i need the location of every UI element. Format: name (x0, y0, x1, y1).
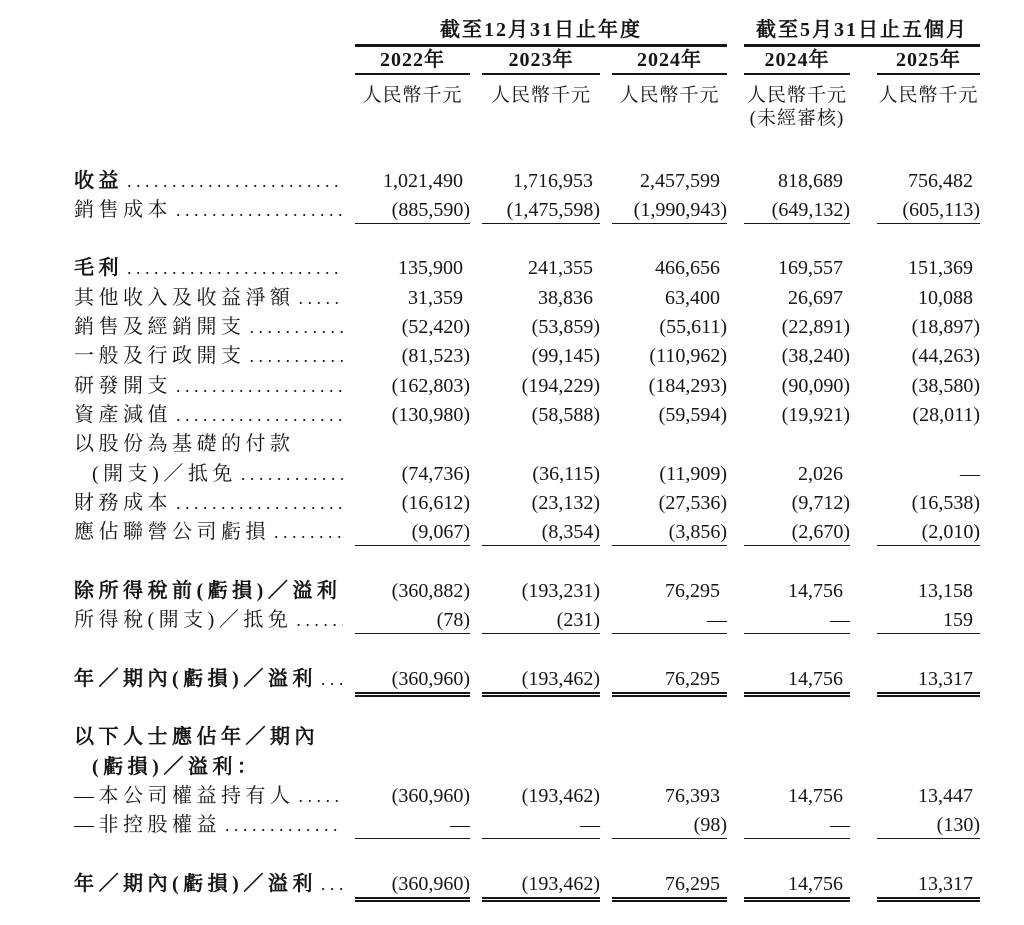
value-cell (850, 784, 980, 813)
value-text: 14,756 (788, 785, 843, 808)
value-text: (130) (936, 814, 980, 837)
value-text: (9,067) (411, 521, 470, 544)
value-cell (355, 462, 470, 491)
value-cell (727, 667, 850, 696)
value-text: (1,990,943) (633, 198, 727, 221)
unit-header-row (74, 85, 1024, 106)
table-row (74, 579, 1024, 608)
value-text: 241,355 (528, 257, 593, 280)
value-cell (600, 667, 727, 696)
value-cell (355, 872, 470, 901)
row-label-text: 除所得稅前(虧損)／溢利 (74, 579, 342, 602)
table-row (74, 374, 1024, 403)
value-cell (850, 374, 980, 403)
value-text: 151,369 (908, 257, 973, 280)
row-label-text: 銷售及經銷開支 (74, 316, 246, 339)
dot-leader (176, 491, 343, 520)
table-row (74, 169, 1024, 198)
value-text: (605,113) (902, 198, 980, 221)
value-text: 76,295 (665, 873, 720, 895)
value-cell (850, 198, 980, 227)
value-text: 14,756 (788, 667, 843, 690)
spacer-row (74, 696, 1024, 725)
value-cell (600, 315, 727, 344)
financial-table (74, 169, 1024, 902)
dot-leader (250, 344, 344, 373)
value-text: (99,145) (531, 345, 600, 368)
value-text: 13,158 (918, 579, 973, 602)
value-text: (130,980) (391, 404, 470, 426)
value-cell (727, 286, 850, 315)
value-cell (600, 813, 727, 842)
value-cell (355, 286, 470, 315)
value-text: 1,021,490 (383, 169, 463, 192)
value-text: 1,716,953 (513, 169, 593, 192)
value-text: (19,921) (781, 404, 850, 426)
value-cell (355, 813, 470, 842)
value-text: 76,295 (665, 579, 720, 602)
value-cell (470, 872, 600, 901)
annual-period-group (355, 18, 727, 44)
value-cell (600, 784, 727, 813)
row-label-text: —本公司權益持有人 (74, 785, 295, 808)
value-text: (44,263) (911, 345, 980, 368)
row-label (74, 286, 355, 315)
dot-leader (176, 403, 343, 432)
dot-leader (176, 374, 343, 403)
value-text: — (707, 609, 727, 632)
value-text: (193,462) (521, 873, 600, 895)
row-label-text: 其他收入及收益淨額 (74, 286, 295, 309)
value-text: (36,115) (532, 462, 600, 485)
value-text: (193,462) (521, 667, 600, 690)
value-cell (355, 579, 470, 608)
value-text: (23,132) (531, 491, 600, 514)
row-label (74, 374, 355, 403)
column-header-2024: 2024年 (600, 49, 727, 76)
value-cell (355, 374, 470, 403)
row-label-text: 收益 (74, 169, 123, 192)
annual-period-title: 截至12月31日止年度 (355, 18, 727, 47)
row-label-text: (開支)／抵免 (92, 462, 237, 485)
dot-leader (274, 520, 343, 549)
value-cell (470, 491, 600, 520)
value-text: 2,457,599 (640, 169, 720, 192)
value-text: 31,359 (408, 286, 463, 309)
value-cell (355, 667, 470, 696)
row-label-text: 以股份為基礎的付款 (74, 433, 295, 456)
value-text: (360,960) (391, 667, 470, 690)
table-row (74, 403, 1024, 432)
table-row (74, 432, 1024, 461)
value-cell (600, 344, 727, 373)
value-text: 466,656 (655, 257, 720, 280)
value-text: — (450, 814, 470, 837)
table-row (74, 813, 1024, 842)
value-cell (600, 462, 727, 491)
row-label (74, 169, 355, 198)
value-cell (355, 256, 470, 285)
value-cell (600, 520, 727, 549)
dot-leader (241, 462, 343, 491)
value-text: (162,803) (391, 374, 470, 397)
value-cell (850, 872, 980, 901)
dot-leader (250, 315, 344, 344)
dot-leader (321, 872, 343, 901)
value-text: (2,670) (791, 521, 850, 544)
value-cell (727, 256, 850, 285)
value-cell (470, 462, 600, 491)
unit-label: 人民幣千元 (619, 84, 720, 106)
value-cell (600, 403, 727, 432)
value-text: 76,393 (665, 785, 720, 808)
value-cell (727, 315, 850, 344)
value-text: (74,736) (401, 462, 470, 485)
value-cell (727, 784, 850, 813)
value-text: (55,611) (659, 316, 727, 339)
value-text: 135,900 (398, 257, 463, 280)
value-text: (78) (436, 609, 470, 632)
value-text: (360,960) (391, 785, 470, 808)
value-cell (727, 491, 850, 520)
value-cell (727, 462, 850, 491)
spacer-row (74, 227, 1024, 256)
dot-leader (225, 813, 343, 842)
row-label-text: 所得稅(開支)／抵免 (74, 609, 293, 632)
row-label (74, 432, 355, 461)
value-text: 14,756 (788, 873, 843, 895)
value-cell (727, 608, 850, 637)
row-label-text: 財務成本 (74, 491, 172, 514)
value-text: (194,229) (521, 374, 600, 397)
dot-leader (127, 256, 343, 285)
value-text: (11,909) (659, 462, 727, 485)
value-cell (470, 784, 600, 813)
value-text: — (580, 814, 600, 837)
value-cell (850, 286, 980, 315)
value-cell (850, 813, 980, 842)
value-text: (27,536) (658, 491, 727, 514)
value-cell (470, 608, 600, 637)
value-cell (470, 344, 600, 373)
value-text: 13,447 (918, 785, 973, 808)
value-text: 10,088 (918, 286, 973, 309)
value-text: 2,026 (798, 462, 843, 485)
value-cell (470, 374, 600, 403)
financial-statement-page (0, 18, 1024, 925)
value-text: (649,132) (771, 198, 850, 221)
value-cell (727, 872, 850, 901)
value-text: — (830, 609, 850, 632)
dot-leader (299, 286, 344, 315)
dot-leader (176, 198, 343, 227)
row-label-text: 年／期內(虧損)／溢利 (74, 667, 317, 690)
value-text: 756,482 (908, 169, 973, 192)
value-text: (1,475,598) (506, 198, 600, 221)
value-cell (727, 403, 850, 432)
value-text: 38,836 (538, 286, 593, 309)
value-cell (727, 198, 850, 227)
value-text: (22,891) (781, 316, 850, 339)
value-text: (38,580) (911, 374, 980, 397)
table-row (74, 491, 1024, 520)
value-cell (470, 256, 600, 285)
row-label (74, 725, 355, 754)
value-cell (470, 520, 600, 549)
value-text: (193,462) (521, 785, 600, 808)
row-label-text: 應佔聯營公司虧損 (74, 521, 270, 544)
value-text: 13,317 (918, 873, 973, 895)
value-text: 76,295 (665, 667, 720, 690)
value-text: — (960, 462, 980, 485)
value-text: (16,538) (911, 491, 980, 514)
value-text: 26,697 (788, 286, 843, 309)
value-cell (727, 169, 850, 198)
spacer-row (74, 843, 1024, 872)
table-row (74, 198, 1024, 227)
row-label (74, 315, 355, 344)
value-cell (600, 579, 727, 608)
value-text: — (830, 814, 850, 837)
value-cell (470, 813, 600, 842)
header-label-spacer (74, 18, 355, 44)
value-cell (850, 169, 980, 198)
interim-period-group (727, 18, 980, 44)
value-text: (98) (693, 814, 727, 837)
value-cell (600, 374, 727, 403)
value-text: (16,612) (401, 491, 470, 514)
value-cell (850, 579, 980, 608)
unit-label: 人民幣千元 (878, 84, 979, 106)
unit-label: 人民幣千元 (746, 84, 847, 106)
value-cell (355, 315, 470, 344)
value-text: (3,856) (668, 521, 727, 544)
interim-period-title: 截至5月31日止五個月 (744, 18, 980, 47)
value-cell (355, 608, 470, 637)
value-cell (470, 579, 600, 608)
value-text: (18,897) (911, 316, 980, 339)
value-cell (600, 198, 727, 227)
value-text: 14,756 (788, 579, 843, 602)
row-label (74, 344, 355, 373)
value-text: (110,962) (649, 345, 727, 368)
row-label (74, 755, 355, 784)
row-label (74, 784, 355, 813)
header-label-spacer (74, 49, 355, 76)
spacer-row (74, 638, 1024, 667)
period-group-header-row (74, 18, 1024, 44)
value-cell (355, 198, 470, 227)
value-text: 13,317 (918, 667, 973, 690)
value-cell (727, 374, 850, 403)
value-cell (355, 169, 470, 198)
value-cell (470, 286, 600, 315)
value-cell (355, 520, 470, 549)
value-cell (727, 344, 850, 373)
column-header-2023: 2023年 (470, 49, 600, 76)
table-row (74, 667, 1024, 696)
unit-label: 人民幣千元 (362, 84, 463, 106)
row-label (74, 667, 355, 696)
header-label-spacer (74, 85, 355, 106)
dot-leader (299, 784, 344, 813)
column-header-2025-interim: 2025年 (850, 49, 980, 76)
value-cell (727, 813, 850, 842)
row-label (74, 198, 355, 227)
value-cell (600, 169, 727, 198)
dot-leader (296, 608, 343, 637)
value-text: (360,960) (391, 873, 470, 895)
value-text: (193,231) (521, 579, 600, 602)
value-cell (600, 256, 727, 285)
value-text: (90,090) (781, 374, 850, 397)
value-cell (470, 198, 600, 227)
value-cell (355, 403, 470, 432)
row-label-text: 毛利 (74, 257, 123, 280)
row-label-text: 以下人士應佔年／期內 (74, 726, 319, 749)
value-text: (9,712) (791, 491, 850, 514)
table-row (74, 872, 1024, 901)
value-text: 63,400 (665, 286, 720, 309)
unit-label: 人民幣千元 (490, 84, 591, 106)
dot-leader (321, 667, 343, 696)
row-label (74, 403, 355, 432)
row-label-text: —非控股權益 (74, 814, 221, 837)
value-text: (59,594) (658, 404, 727, 426)
row-label (74, 872, 355, 901)
table-row (74, 520, 1024, 549)
table-row (74, 344, 1024, 373)
row-label (74, 813, 355, 842)
row-label (74, 520, 355, 549)
value-text: 159 (943, 609, 973, 632)
row-label-text: 一般及行政開支 (74, 345, 246, 368)
value-text: (885,590) (391, 198, 470, 221)
table-row (74, 755, 1024, 784)
value-cell (850, 462, 980, 491)
value-text: (8,354) (541, 521, 600, 544)
row-label (74, 491, 355, 520)
row-label-text: (虧損)／溢利： (92, 755, 262, 778)
value-cell (850, 491, 980, 520)
value-cell (727, 520, 850, 549)
column-header-2024-interim: 2024年 (727, 49, 850, 76)
value-cell (600, 286, 727, 315)
value-cell (470, 403, 600, 432)
value-cell (470, 667, 600, 696)
value-text: (53,859) (531, 316, 600, 339)
value-text: (38,240) (781, 345, 850, 368)
table-row (74, 286, 1024, 315)
spacer-row (74, 550, 1024, 579)
value-cell (850, 520, 980, 549)
table-row (74, 608, 1024, 637)
value-cell (850, 667, 980, 696)
value-text: (2,010) (921, 521, 980, 544)
table-row (74, 256, 1024, 285)
value-text: (184,293) (648, 374, 727, 397)
table-row (74, 725, 1024, 754)
table-row (74, 784, 1024, 813)
value-cell (470, 315, 600, 344)
value-cell (355, 491, 470, 520)
value-cell (600, 872, 727, 901)
value-cell (850, 608, 980, 637)
value-text: (52,420) (401, 316, 470, 339)
value-cell (850, 403, 980, 432)
value-text: (231) (556, 609, 600, 632)
value-cell (850, 256, 980, 285)
unaudited-note: (未經審核) (749, 107, 845, 129)
row-label-text: 銷售成本 (74, 198, 172, 221)
value-text: 169,557 (778, 257, 843, 280)
value-cell (470, 169, 600, 198)
row-label (74, 608, 355, 637)
row-label (74, 462, 355, 491)
value-cell (850, 344, 980, 373)
value-text: (28,011) (912, 404, 980, 426)
table-row (74, 315, 1024, 344)
value-text: (360,882) (391, 579, 470, 602)
value-text: (81,523) (401, 345, 470, 368)
row-label-text: 研發開支 (74, 374, 172, 397)
value-text: (58,588) (531, 404, 600, 426)
dot-leader (127, 169, 343, 198)
year-header-row (74, 49, 1024, 76)
column-header-2022: 2022年 (355, 49, 470, 76)
row-label (74, 579, 355, 608)
row-label (74, 256, 355, 285)
value-cell (600, 491, 727, 520)
row-label-text: 年／期內(虧損)／溢利 (74, 873, 317, 895)
unaudited-note-row (74, 108, 1024, 129)
table-row (74, 462, 1024, 491)
value-text: 818,689 (778, 169, 843, 192)
value-cell (355, 784, 470, 813)
value-cell (600, 608, 727, 637)
row-label-text: 資產減值 (74, 404, 172, 426)
value-cell (355, 344, 470, 373)
value-cell (850, 315, 980, 344)
value-cell (727, 579, 850, 608)
